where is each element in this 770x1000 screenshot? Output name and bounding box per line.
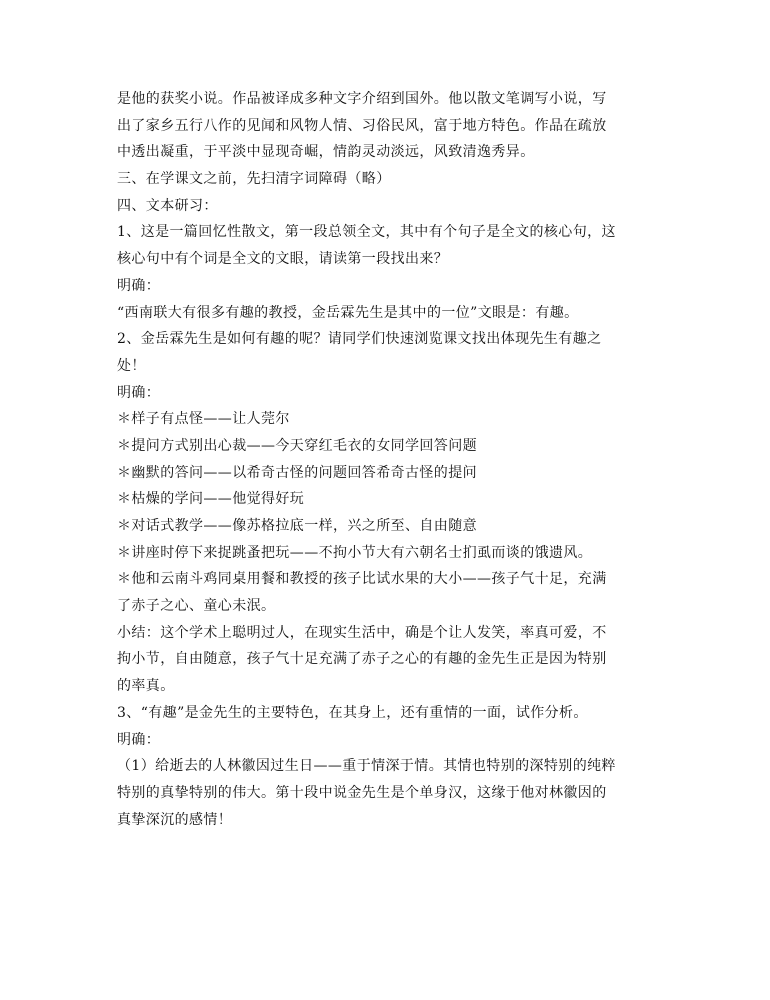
answer-line: 特别的真挚特别的伟大。第十段中说金先生是个单身汉，这缘于他对林徽因的 <box>117 784 607 801</box>
question-line: 3、“有趣”是金先生的主要特色，在其身上，还有重情的一面，试作分析。 <box>117 704 588 721</box>
section-heading: 三、在学课文之前，先扫清字词障碍（略） <box>117 171 391 188</box>
bullet-item: ＊枯燥的学问——他觉得好玩 <box>117 491 305 508</box>
section-heading: 四、文本研习： <box>117 197 218 214</box>
question-line: 核心句中有个词是全文的文眼，请读第一段找出来？ <box>117 251 449 268</box>
text-line: 是他的获奖小说。作品被译成多种文字介绍到国外。他以散文笔调写小说，写 <box>117 91 607 107</box>
question-line: 2、金岳霖先生是如何有趣的呢？请同学们快速浏览课文找出体现先生有趣之 <box>117 331 602 348</box>
text-line: 中透出凝重，于平淡中显现奇崛，情韵灵动淡远，风致清逸秀异。 <box>117 144 535 161</box>
bullet-item: ＊样子有点怪——让人莞尔 <box>117 411 290 428</box>
bullet-item: 了赤子之心、童心未泯。 <box>117 598 276 615</box>
bullet-item: ＊幽默的答问——以希奇古怪的问题回答希奇古怪的提问 <box>117 464 477 481</box>
bullet-item: ＊对话式教学——像苏格拉底一样，兴之所至、自由随意 <box>117 518 477 534</box>
bullet-item: ＊讲座时停下来捉跳蚤把玩——不拘小节大有六朝名士扪虱而谈的饿遗风。 <box>117 544 593 561</box>
bullet-item: ＊提问方式别出心裁——今天穿红毛衣的女同学回答问题 <box>117 437 477 454</box>
question-line: 1、这是一篇回忆性散文，第一段总领全文，其中有个句子是全文的核心句，这 <box>117 224 616 241</box>
summary-line: 的率真。 <box>117 678 175 695</box>
summary-line: 拘小节，自由随意，孩子气十足充满了赤子之心的有趣的金先生正是因为特别 <box>117 651 607 668</box>
question-line: 处！ <box>117 357 146 374</box>
answer-label: 明确： <box>117 731 161 748</box>
answer-label: 明确： <box>117 277 161 294</box>
answer-line: 真挚深沉的感情！ <box>117 811 233 828</box>
summary-line: 小结：这个学术上聪明过人，在现实生活中，确是个让人发笑，率真可爱，不 <box>117 624 607 641</box>
answer-label: 明确： <box>117 384 161 401</box>
answer-line: （1）给逝去的人林徽因过生日——重于情深于情。其情也特别的深特别的纯粹 <box>117 758 616 775</box>
answer-line: “西南联大有很多有趣的教授，金岳霖先生是其中的一位”文眼是：有趣。 <box>117 304 579 321</box>
text-line: 出了家乡五行八作的见闻和风物人情、习俗民风，富于地方特色。作品在疏放 <box>117 117 607 134</box>
bullet-item: ＊他和云南斗鸡同桌用餐和教授的孩子比试水果的大小——孩子气十足，充满 <box>117 571 607 588</box>
document-page <box>117 86 662 833</box>
